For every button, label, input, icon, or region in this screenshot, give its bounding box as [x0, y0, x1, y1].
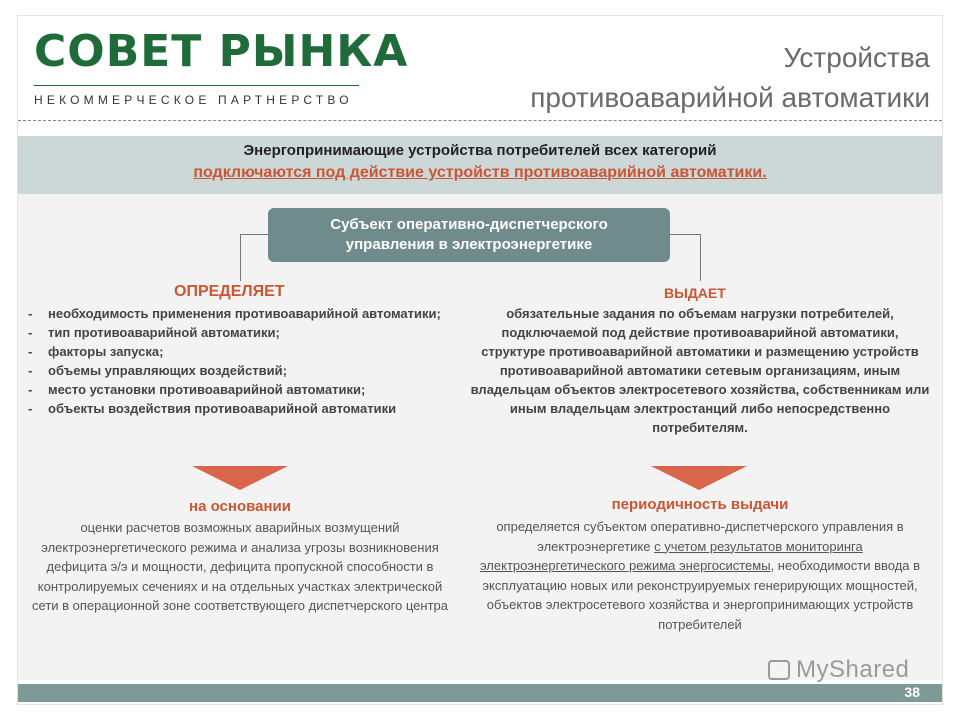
list-item: - факторы запуска;: [28, 342, 458, 361]
period-text-2: , необходимости ввода в эксплуатацию новых или реконструируемых генерирующих мощностей, объектов электросетевого хозяйства и энергопринимающих устройств потребителей: [482, 558, 921, 632]
list-item: - место установки противоаварийной автоматики;: [28, 380, 458, 399]
logo-title: СОВЕТ РЫНКА: [34, 26, 409, 77]
header-divider: [18, 120, 942, 121]
connector-right: [670, 234, 701, 281]
watermark-icon: [768, 660, 790, 680]
issues-text: обязательные задания по объемам нагрузки потребителей, подключаемой под действие противоаварийной автоматики, структуре противоаварийной автоматики и размещению устройств противоаварийной автоматики сетевым организациям, иным владельцам объектов электросетевого хозяйства, собственникам или иным владельцам электростанций либо непосредственно потребителям.: [470, 306, 930, 435]
logo-subtitle: НЕКОММЕРЧЕСКОЕ ПАРТНЕРСТВО: [34, 93, 353, 107]
slide-title-line2: противоаварийной автоматики: [530, 82, 930, 113]
banner-line1: Энергопринимающие устройства потребителей всех категорий: [243, 142, 717, 159]
determines-list: [28, 304, 458, 418]
list-item: - объекты воздействия противоаварийной автоматики: [28, 399, 458, 418]
list-item: - тип противоаварийной автоматики;: [28, 323, 458, 342]
banner-line2: подключаются под действие устройств противоаварийной автоматики.: [193, 164, 767, 181]
left-heading: ОПРЕДЕЛЯЕТ: [174, 283, 285, 300]
watermark: MyShared: [796, 656, 910, 683]
arrow-down-icon: [192, 466, 288, 490]
subject-box: [268, 208, 670, 262]
basis-text: оценки расчетов возможных аварийных возмущений электроэнергетического режима и анализа угрозы возникновения дефицита э/э и мощности, дефицита пропускной способности в контролируемых сечениях и на отдельных участках электрической сети в операционной зоне соответствующего диспетчерского центра: [32, 520, 448, 613]
subject-line2: управления в электроэнергетике: [345, 236, 593, 253]
slide-title: [410, 38, 930, 118]
arrow-down-icon: [651, 466, 747, 490]
period-heading: периодичность выдачи: [611, 496, 789, 513]
page-number: 38: [904, 684, 920, 700]
connector-left: [240, 234, 269, 281]
logo-divider: [34, 85, 359, 86]
period-text: [470, 517, 930, 634]
list-item: - объемы управляющих воздействий;: [28, 361, 458, 380]
period-text-underlined: с учетом результатов мониторинга электроэнергетического режима энергосистемы: [479, 538, 863, 573]
right-heading: ВЫДАЕТ: [664, 285, 726, 301]
subject-line1: Субъект оперативно-диспетчерского: [330, 216, 608, 233]
footer-bar: [18, 684, 942, 702]
basis-heading: на основании: [189, 498, 291, 515]
slide-title-line1: Устройства: [783, 42, 930, 73]
list-item: - необходимость применения противоаварийной автоматики;: [28, 304, 458, 323]
period-text-1: определяется субъектом оперативно-диспетчерского управления в электроэнергетике: [496, 519, 904, 554]
